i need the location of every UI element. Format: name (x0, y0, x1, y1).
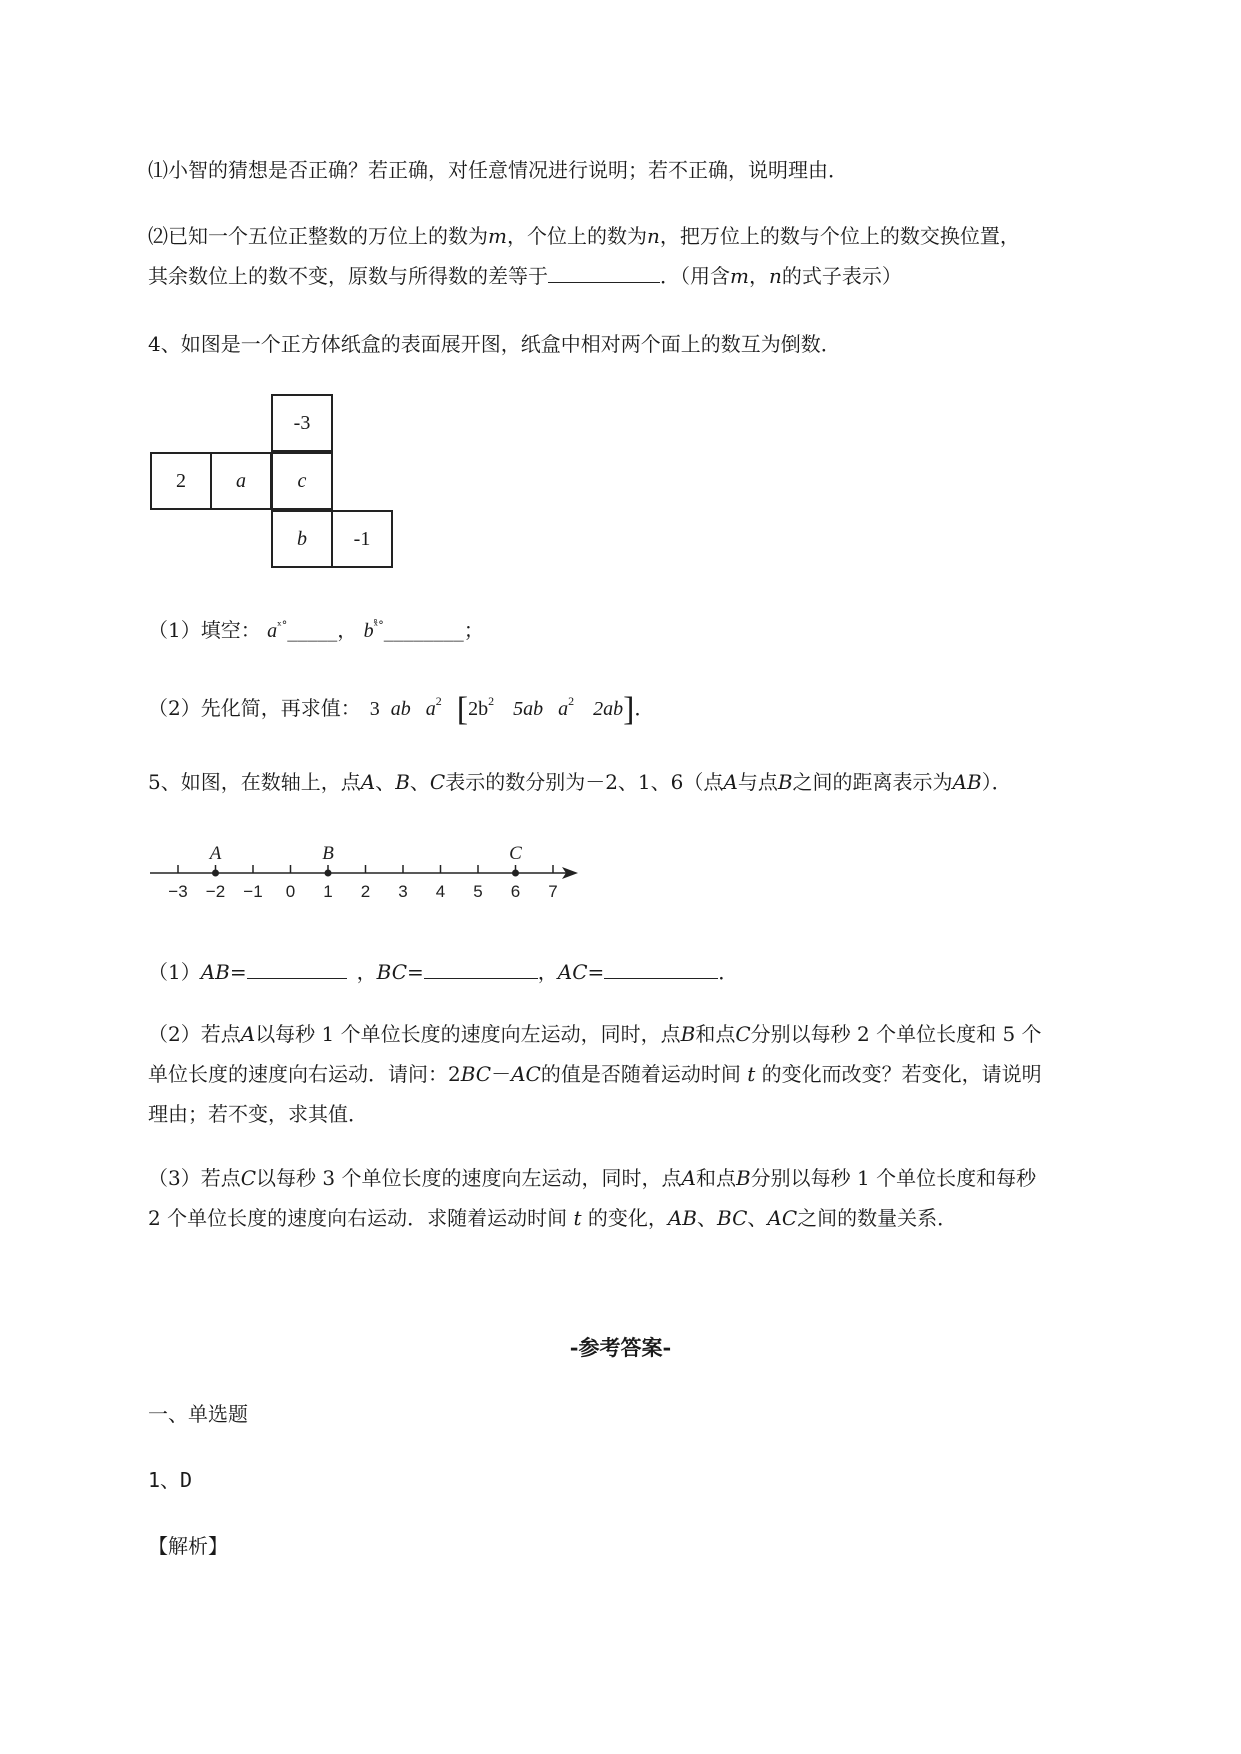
net-face-a: a (210, 452, 272, 510)
axis-point (212, 870, 219, 877)
tick-label: 4 (435, 882, 446, 901)
point-label: C (429, 770, 446, 794)
axis-point (325, 870, 332, 877)
text: 分别以每秒 2 个单位长度和 5 个 (750, 1022, 1042, 1046)
text: （3）若点 (148, 1166, 241, 1190)
label-BC: BC= (376, 960, 424, 984)
text: 表示的数分别为－2、1、6（点 (445, 770, 724, 794)
point-label: C (735, 1022, 751, 1046)
text: 、 (697, 1206, 717, 1230)
text: 的值是否随着运动时间 (540, 1062, 741, 1086)
tick-label: −1 (243, 882, 263, 901)
number-line (148, 838, 608, 908)
var-b: b (363, 620, 374, 642)
q3-part2-line2 (148, 262, 902, 290)
label-AC: AC= (557, 960, 605, 984)
point-label: B (395, 770, 410, 794)
tick-label: 0 (285, 882, 296, 901)
answer-blank-AB[interactable] (247, 958, 347, 979)
text: － (491, 1062, 512, 1086)
answers-section-title: 一、单选题 (148, 1402, 248, 1426)
answer-blank[interactable] (548, 262, 660, 283)
mark: ˣ̊° (373, 619, 384, 632)
expr-sup: 2 (488, 694, 495, 708)
point-label: C (240, 1166, 257, 1190)
expr-sup: 2 (568, 694, 575, 708)
point-label: AB (952, 770, 982, 794)
text: 的变化而改变？若变化，请说明 (761, 1062, 1042, 1086)
segment-label: AB (667, 1206, 697, 1230)
net-face-bottom-right: -1 (331, 510, 393, 568)
text: ，把万位上的数与个位上的数交换位置， (659, 224, 1020, 248)
tick-label: −3 (168, 882, 188, 901)
q5-part2-line3: 理由；若不变，求其值． (148, 1102, 368, 1126)
q5-part2-line2 (148, 1060, 1042, 1088)
answers-heading: -参考答案- (569, 1335, 672, 1360)
answer-item-1: 1、D (148, 1468, 193, 1492)
q4-part1 (148, 612, 484, 645)
left-bracket: [ (456, 691, 469, 728)
q5-part1 (148, 958, 738, 986)
text: （2）若点 (148, 1022, 241, 1046)
segment-label: AC (767, 1206, 798, 1230)
expr-2b: 2b (468, 698, 489, 720)
point-label: B (322, 843, 334, 864)
text: 和点 (695, 1022, 736, 1046)
tick-label: 6 (510, 882, 521, 901)
var-a: a (267, 620, 278, 642)
answer-blank-BC[interactable] (424, 958, 538, 979)
point-label: A (209, 843, 222, 864)
point-label: C (509, 843, 522, 864)
text: ； (463, 618, 484, 642)
tick-label: 7 (548, 882, 558, 901)
text: ，个位上的数为 (506, 224, 647, 248)
tick-label: 3 (398, 882, 408, 901)
expr-5ab: 5ab (513, 698, 544, 720)
point-label: A (240, 1022, 256, 1046)
analysis-label: 【解析】 (148, 1534, 228, 1558)
segment-label: BC (717, 1206, 748, 1230)
q5-part2-line1 (148, 1020, 1042, 1048)
text: 、 (375, 770, 396, 794)
tick-label: −2 (205, 882, 226, 901)
expr-ab: ab (390, 698, 411, 720)
text: 的式子表示） (781, 264, 902, 288)
text: 分别以每秒 1 个单位长度和每秒 (750, 1166, 1037, 1190)
net-face-top: -3 (271, 394, 333, 452)
text: 5、如图，在数轴上，点 (148, 770, 361, 794)
text: 单位长度的速度向右运动．请问：2 (148, 1062, 461, 1086)
expr-sup: 2 (435, 694, 442, 708)
label-AB: AB= (200, 960, 247, 984)
point-label: B (680, 1022, 696, 1046)
text: 和点 (695, 1166, 736, 1190)
net-face-b: b (271, 510, 333, 568)
q3-part2-line1 (148, 222, 1020, 250)
var-t: t (747, 1062, 756, 1086)
q3-part1: ⑴小智的猜想是否正确？若正确，对任意情况进行说明；若不正确，说明理由． (148, 158, 848, 182)
answer-blank-b[interactable]: ________ (383, 618, 464, 642)
text: （1）填空： (148, 618, 261, 642)
text: 的变化， (587, 1206, 668, 1230)
text: 之间的数量关系． (797, 1206, 958, 1230)
text: ）． (981, 770, 1012, 794)
point-label: A (723, 770, 738, 794)
var-n: n (768, 264, 782, 288)
tick-label: 2 (360, 882, 371, 901)
text: ， (337, 618, 358, 642)
tick-label: 5 (473, 882, 483, 901)
expr-a: a (425, 698, 436, 720)
var-t: t (573, 1206, 582, 1230)
q4-part2 (148, 687, 655, 728)
answer-blank-AC[interactable] (604, 958, 718, 979)
q5-stem (148, 768, 1012, 796)
text: 2 个单位长度的速度向右运动．求随着运动时间 (148, 1206, 568, 1230)
q5-part3-line2 (148, 1204, 957, 1232)
axis-point (512, 870, 519, 877)
segment-label: BC (460, 1062, 492, 1086)
text: 其余数位上的数不变，原数与所得数的差等于 (148, 264, 548, 288)
q4-stem: 4、如图是一个正方体纸盒的表面展开图，纸盒中相对两个面上的数互为倒数． (148, 332, 841, 356)
text: ．（用含 (660, 264, 730, 288)
text: ． (634, 698, 655, 720)
text: （2）先化简，再求值： (148, 696, 361, 720)
point-label: B (735, 1166, 751, 1190)
var-m: m (730, 264, 749, 288)
var-n: n (646, 224, 660, 248)
net-face-left: 2 (150, 452, 212, 510)
text: 以每秒 1 个单位长度的速度向左运动，同时，点 (255, 1022, 681, 1046)
tick-label: 1 (323, 882, 333, 901)
text: ⑵已知一个五位正整数的万位上的数为 (148, 224, 488, 248)
text: 、 (409, 770, 430, 794)
expr-coef: 3 (369, 698, 380, 720)
text: ， (748, 264, 769, 288)
text: 与点 (737, 770, 778, 794)
text: ， (356, 960, 377, 984)
text: ． (718, 960, 739, 984)
text: 之间的距离表示为 (792, 770, 953, 794)
var-m: m (488, 224, 507, 248)
net-face-c: c (271, 452, 333, 510)
text: ， (537, 960, 558, 984)
q5-part3-line1 (148, 1164, 1036, 1192)
text: 以每秒 3 个单位长度的速度向左运动，同时，点 (256, 1166, 682, 1190)
answer-blank-a[interactable]: _____ (287, 618, 338, 642)
segment-label: AC (511, 1062, 541, 1086)
text: （1） (148, 960, 201, 984)
mark: ˣ° (277, 619, 288, 632)
point-label: A (360, 770, 376, 794)
expr-a: a (558, 698, 569, 720)
point-label: B (777, 770, 793, 794)
right-bracket: ] (623, 691, 635, 728)
text: 、 (747, 1206, 768, 1230)
expr-2ab: 2ab (593, 698, 624, 720)
point-label: A (681, 1166, 696, 1190)
